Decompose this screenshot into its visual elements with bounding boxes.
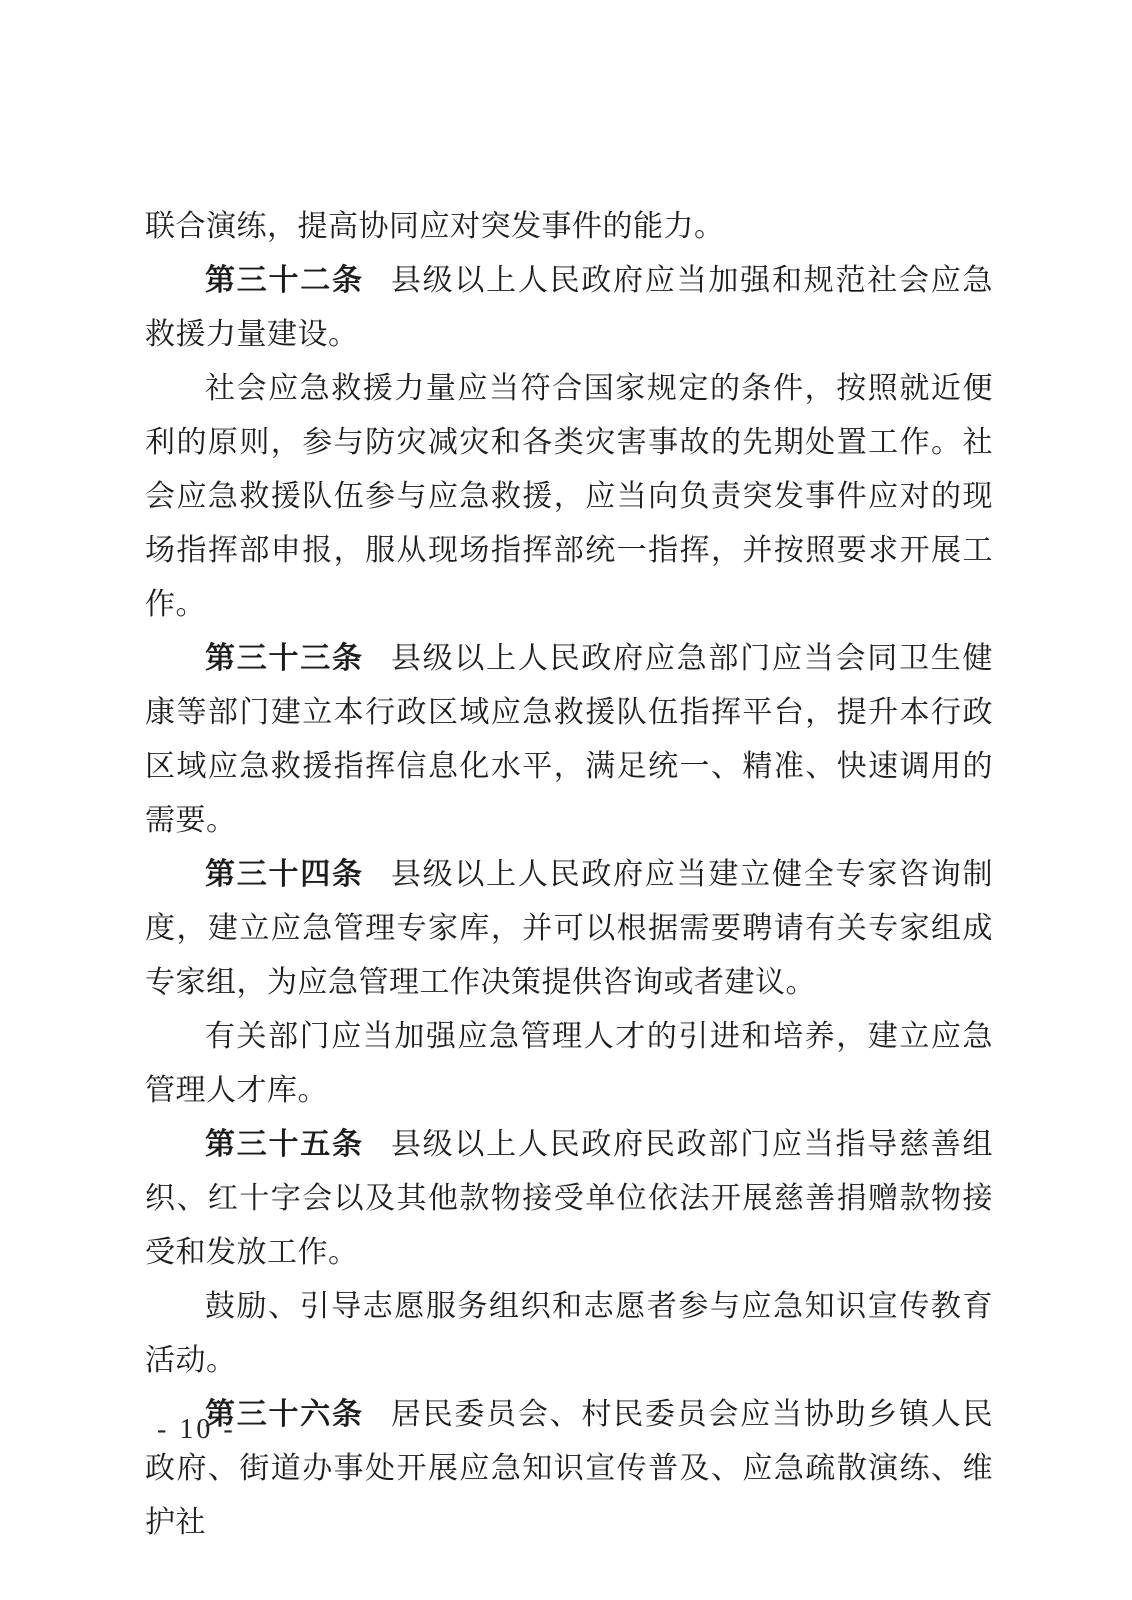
- paragraph: [145, 254, 993, 362]
- page-number: - 10 -: [157, 1414, 236, 1445]
- document-body: [145, 200, 993, 1550]
- paragraph-text: 联合演练，提高协同应对突发事件的能力。: [145, 210, 725, 243]
- article-number: 第三十六条: [205, 1397, 364, 1432]
- paragraph: [145, 1010, 993, 1118]
- paragraph-text: 社会应急救援力量应当符合国家规定的条件，按照就近便利的原则，参与防灾减灾和各类灾害事故的先期处置工作。社会应急救援队伍参与应急救援，应当向负责突发事件应对的现场指挥部申报，服从现场指挥部统一指挥，并按照要求开展工作。: [145, 372, 993, 621]
- paragraph-text: 县级以上人民政府应急部门应当会同卫生健康等部门建立本行政区域应急救援队伍指挥平台，提升本行政区域应急救援指挥信息化水平，满足统一、精准、快速调用的需要。: [145, 642, 994, 837]
- paragraph: [145, 1388, 993, 1550]
- paragraph-text: 居民委员会、村民委员会应当协助乡镇人民政府、街道办事处开展应急知识宣传普及、应急疏散演练、维护社: [145, 1398, 994, 1539]
- paragraph: [145, 1280, 993, 1388]
- paragraph-text: 有关部门应当加强应急管理人才的引进和培养，建立应急管理人才库。: [145, 1020, 993, 1107]
- paragraph-text: 鼓励、引导志愿服务组织和志愿者参与应急知识宣传教育活动。: [145, 1290, 993, 1377]
- article-number: 第三十二条: [205, 263, 364, 298]
- article-number: 第三十三条: [205, 641, 364, 676]
- paragraph-text: 县级以上人民政府应当加强和规范社会应急救援力量建设。: [145, 264, 994, 351]
- paragraph-text: 县级以上人民政府应当建立健全专家咨询制度，建立应急管理专家库，并可以根据需要聘请有关专家组成专家组，为应急管理工作决策提供咨询或者建议。: [145, 858, 994, 999]
- paragraph: [145, 1118, 993, 1280]
- article-number: 第三十四条: [205, 857, 364, 892]
- article-number: 第三十五条: [205, 1127, 364, 1162]
- paragraph: [145, 200, 993, 254]
- paragraph: [145, 362, 993, 632]
- paragraph: [145, 848, 993, 1010]
- paragraph-text: 县级以上人民政府民政部门应当指导慈善组织、红十字会以及其他款物接受单位依法开展慈善捐赠款物接受和发放工作。: [145, 1128, 994, 1269]
- paragraph: [145, 632, 993, 848]
